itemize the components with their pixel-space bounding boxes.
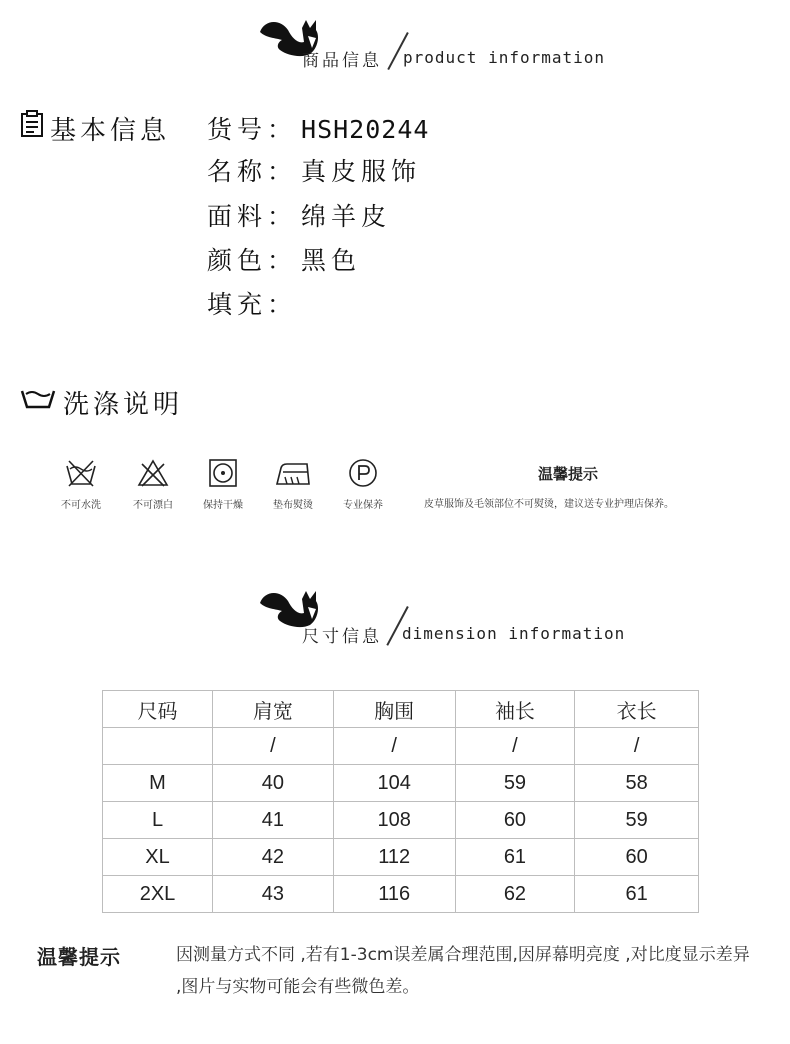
care-item-professional xyxy=(331,458,395,511)
info-value: 绵羊皮 xyxy=(301,202,392,231)
info-label: 填充： xyxy=(207,290,298,319)
product-info-title-cn: 商品信息 xyxy=(302,51,382,71)
care-label: 垫布熨烫 xyxy=(273,500,313,511)
table-row xyxy=(103,765,699,802)
table-cell: 42 xyxy=(213,839,334,876)
care-label: 保持干燥 xyxy=(203,500,243,511)
table-cell: XL xyxy=(103,839,213,876)
table-cell: 60 xyxy=(455,802,575,839)
info-label: 面料： xyxy=(207,202,298,231)
info-value: 黑色 xyxy=(301,246,362,275)
product-info-title-en: product information xyxy=(403,48,606,67)
bottom-tip-text: 因测量方式不同 ,若有1-3cm误差属合理范围,因屏幕明亮度 ,对比度显示差异 ,图片与实物可能会有些微色差。 xyxy=(176,945,750,997)
table-cell: L xyxy=(103,802,213,839)
info-row-name xyxy=(207,152,421,188)
table-cell: 59 xyxy=(455,765,575,802)
table-cell: 41 xyxy=(213,802,334,839)
table-cell: / xyxy=(455,728,575,765)
table-header-cell: 衣长 xyxy=(575,691,699,728)
table-cell: 61 xyxy=(455,839,575,876)
iron-icon xyxy=(273,458,313,488)
info-label: 名称： xyxy=(207,157,298,186)
table-row xyxy=(103,876,699,913)
wash-basin-icon xyxy=(20,388,56,410)
dimension-info-title-cn: 尺寸信息 xyxy=(302,627,382,647)
care-item-iron xyxy=(261,458,325,511)
info-value: 真皮服饰 xyxy=(301,157,422,186)
info-label: 货号： xyxy=(207,115,298,144)
info-label: 颜色： xyxy=(207,246,298,275)
care-tip-title: 温馨提示 xyxy=(538,465,599,483)
care-item-no-bleach xyxy=(121,458,185,511)
table-cell: 43 xyxy=(213,876,334,913)
table-row xyxy=(103,839,699,876)
tumble-dry-icon xyxy=(206,458,240,488)
no-wash-icon xyxy=(64,458,98,488)
table-header-cell: 尺码 xyxy=(103,691,213,728)
table-cell: 112 xyxy=(333,839,455,876)
table-cell: 59 xyxy=(575,802,699,839)
basic-info-title: 基本信息 xyxy=(50,116,171,146)
table-cell: M xyxy=(103,765,213,802)
table-cell: 60 xyxy=(575,839,699,876)
table-header-cell: 袖长 xyxy=(455,691,575,728)
table-row xyxy=(103,802,699,839)
table-header-cell: 胸围 xyxy=(333,691,455,728)
washing-title: 洗涤说明 xyxy=(63,390,184,420)
clipboard-icon xyxy=(20,110,44,138)
table-cell: 40 xyxy=(213,765,334,802)
table-cell: 104 xyxy=(333,765,455,802)
table-cell: / xyxy=(213,728,334,765)
table-cell: / xyxy=(333,728,455,765)
info-row-color xyxy=(207,241,361,277)
size-table xyxy=(102,690,699,913)
care-item-no-wash xyxy=(49,458,113,511)
table-cell: / xyxy=(575,728,699,765)
info-row-filling xyxy=(207,285,301,321)
table-cell: 108 xyxy=(333,802,455,839)
table-unit-row xyxy=(103,728,699,765)
table-header-cell: 肩宽 xyxy=(213,691,334,728)
info-value: HSH20244 xyxy=(301,115,430,144)
table-cell xyxy=(103,728,213,765)
care-label: 不可漂白 xyxy=(133,500,173,511)
care-tip-text: 皮草服饰及毛领部位不可熨烫，建议送专业护理店保养。 xyxy=(424,499,674,510)
care-label: 不可水洗 xyxy=(61,500,101,511)
info-row-fabric xyxy=(207,197,391,233)
table-cell: 116 xyxy=(333,876,455,913)
care-item-dry xyxy=(191,458,255,511)
no-bleach-icon xyxy=(136,458,170,488)
table-cell: 62 xyxy=(455,876,575,913)
professional-clean-icon xyxy=(346,458,380,488)
table-cell: 61 xyxy=(575,876,699,913)
dimension-info-title-en: dimension information xyxy=(402,624,626,643)
table-header-row xyxy=(103,691,699,728)
care-label: 专业保养 xyxy=(343,500,383,511)
bottom-tip-title: 温馨提示 xyxy=(37,945,121,969)
info-row-item-no xyxy=(207,110,429,146)
table-cell: 58 xyxy=(575,765,699,802)
table-cell: 2XL xyxy=(103,876,213,913)
